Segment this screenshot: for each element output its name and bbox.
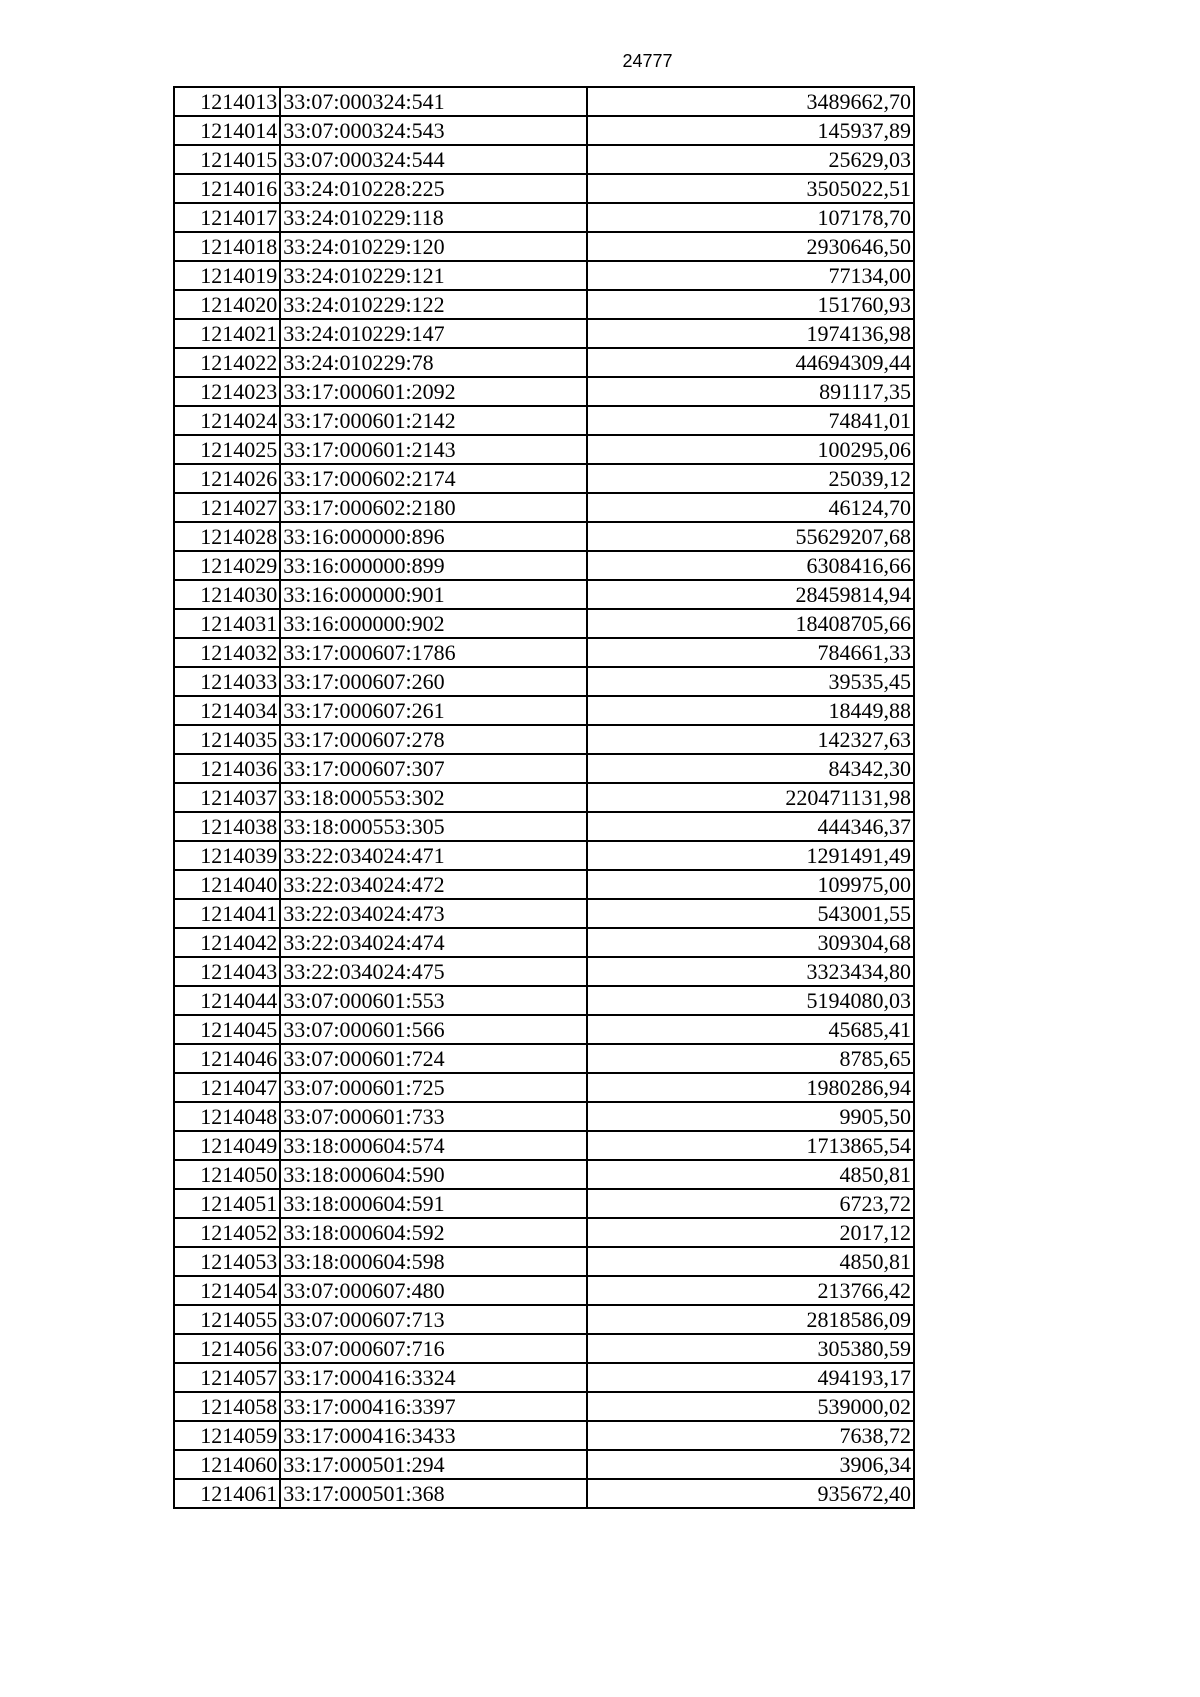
cadastral-value-cell: 2930646,50: [587, 232, 914, 261]
table-row: [174, 319, 914, 348]
cadastral-number-cell: 33:07:000601:566: [280, 1015, 587, 1044]
cadastral-value-cell: 18408705,66: [587, 609, 914, 638]
table-row: [174, 580, 914, 609]
row-id-cell: 1214023: [174, 377, 280, 406]
cadastral-value-cell: 494193,17: [587, 1363, 914, 1392]
cadastral-number-cell: 33:17:000607:307: [280, 754, 587, 783]
cadastral-value-cell: 39535,45: [587, 667, 914, 696]
table-row: [174, 1450, 914, 1479]
table-row: [174, 696, 914, 725]
cadastral-number-cell: 33:24:010229:121: [280, 261, 587, 290]
table-row: [174, 232, 914, 261]
cadastral-number-cell: 33:17:000607:1786: [280, 638, 587, 667]
row-id-cell: 1214030: [174, 580, 280, 609]
cadastral-value-cell: 935672,40: [587, 1479, 914, 1508]
cadastral-value-cell: 309304,68: [587, 928, 914, 957]
table-row: [174, 1276, 914, 1305]
cadastral-value-cell: 25039,12: [587, 464, 914, 493]
cadastral-value-cell: 74841,01: [587, 406, 914, 435]
cadastral-value-cell: 3489662,70: [587, 87, 914, 116]
cadastral-value-cell: 891117,35: [587, 377, 914, 406]
cadastral-value-cell: 46124,70: [587, 493, 914, 522]
table-row: [174, 928, 914, 957]
cadastral-number-cell: 33:16:000000:896: [280, 522, 587, 551]
cadastral-value-cell: 1291491,49: [587, 841, 914, 870]
row-id-cell: 1214027: [174, 493, 280, 522]
cadastral-number-cell: 33:17:000416:3324: [280, 1363, 587, 1392]
row-id-cell: 1214057: [174, 1363, 280, 1392]
row-id-cell: 1214052: [174, 1218, 280, 1247]
table-row: [174, 464, 914, 493]
cadastral-value-cell: 220471131,98: [587, 783, 914, 812]
cadastral-value-cell: 1713865,54: [587, 1131, 914, 1160]
cadastral-value-cell: 2017,12: [587, 1218, 914, 1247]
row-id-cell: 1214040: [174, 870, 280, 899]
cadastral-value-cell: 444346,37: [587, 812, 914, 841]
row-id-cell: 1214024: [174, 406, 280, 435]
cadastral-value-cell: 28459814,94: [587, 580, 914, 609]
row-id-cell: 1214026: [174, 464, 280, 493]
cadastral-value-cell: 145937,89: [587, 116, 914, 145]
row-id-cell: 1214020: [174, 290, 280, 319]
table-row: [174, 1479, 914, 1508]
cadastral-number-cell: 33:18:000604:590: [280, 1160, 587, 1189]
cadastral-value-cell: 6308416,66: [587, 551, 914, 580]
table-row: [174, 1421, 914, 1450]
table-row: [174, 870, 914, 899]
cadastral-number-cell: 33:18:000604:591: [280, 1189, 587, 1218]
cadastral-value-cell: 543001,55: [587, 899, 914, 928]
row-id-cell: 1214056: [174, 1334, 280, 1363]
table-row: [174, 174, 914, 203]
cadastral-value-cell: 3505022,51: [587, 174, 914, 203]
cadastral-value-cell: 8785,65: [587, 1044, 914, 1073]
row-id-cell: 1214034: [174, 696, 280, 725]
table-row: [174, 377, 914, 406]
table-row: [174, 1189, 914, 1218]
cadastral-number-cell: 33:17:000601:2092: [280, 377, 587, 406]
cadastral-number-cell: 33:16:000000:902: [280, 609, 587, 638]
cadastral-number-cell: 33:17:000601:2143: [280, 435, 587, 464]
table-row: [174, 203, 914, 232]
row-id-cell: 1214029: [174, 551, 280, 580]
cadastral-number-cell: 33:24:010229:78: [280, 348, 587, 377]
cadastral-number-cell: 33:17:000501:294: [280, 1450, 587, 1479]
cadastral-number-cell: 33:16:000000:901: [280, 580, 587, 609]
cadastral-number-cell: 33:07:000601:724: [280, 1044, 587, 1073]
cadastral-number-cell: 33:16:000000:899: [280, 551, 587, 580]
table-row: [174, 667, 914, 696]
table-row: [174, 754, 914, 783]
cadastral-number-cell: 33:17:000416:3433: [280, 1421, 587, 1450]
row-id-cell: 1214049: [174, 1131, 280, 1160]
table-row: [174, 261, 914, 290]
row-id-cell: 1214039: [174, 841, 280, 870]
cadastral-value-cell: 6723,72: [587, 1189, 914, 1218]
cadastral-value-cell: 84342,30: [587, 754, 914, 783]
row-id-cell: 1214014: [174, 116, 280, 145]
cadastral-number-cell: 33:17:000501:368: [280, 1479, 587, 1508]
cadastral-number-cell: 33:17:000416:3397: [280, 1392, 587, 1421]
cadastral-number-cell: 33:17:000607:261: [280, 696, 587, 725]
cadastral-value-cell: 18449,88: [587, 696, 914, 725]
table-row: [174, 551, 914, 580]
table-row: [174, 812, 914, 841]
cadastral-value-cell: 25629,03: [587, 145, 914, 174]
cadastral-value-cell: 3906,34: [587, 1450, 914, 1479]
cadastral-value-cell: 142327,63: [587, 725, 914, 754]
cadastral-value-cell: 7638,72: [587, 1421, 914, 1450]
row-id-cell: 1214021: [174, 319, 280, 348]
cadastral-number-cell: 33:07:000601:553: [280, 986, 587, 1015]
table-row: [174, 1073, 914, 1102]
cadastral-number-cell: 33:22:034024:472: [280, 870, 587, 899]
cadastral-value-table: [173, 86, 915, 1509]
row-id-cell: 1214035: [174, 725, 280, 754]
cadastral-number-cell: 33:07:000324:544: [280, 145, 587, 174]
row-id-cell: 1214015: [174, 145, 280, 174]
table-row: [174, 145, 914, 174]
cadastral-value-cell: 1974136,98: [587, 319, 914, 348]
cadastral-value-cell: 2818586,09: [587, 1305, 914, 1334]
cadastral-value-cell: 4850,81: [587, 1160, 914, 1189]
cadastral-value-cell: 305380,59: [587, 1334, 914, 1363]
row-id-cell: 1214061: [174, 1479, 280, 1508]
table-row: [174, 290, 914, 319]
row-id-cell: 1214047: [174, 1073, 280, 1102]
cadastral-value-cell: 44694309,44: [587, 348, 914, 377]
cadastral-number-cell: 33:17:000601:2142: [280, 406, 587, 435]
row-id-cell: 1214042: [174, 928, 280, 957]
cadastral-number-cell: 33:18:000604:598: [280, 1247, 587, 1276]
cadastral-number-cell: 33:18:000553:302: [280, 783, 587, 812]
row-id-cell: 1214054: [174, 1276, 280, 1305]
cadastral-number-cell: 33:07:000601:733: [280, 1102, 587, 1131]
row-id-cell: 1214059: [174, 1421, 280, 1450]
table-row: [174, 406, 914, 435]
cadastral-value-cell: 109975,00: [587, 870, 914, 899]
row-id-cell: 1214018: [174, 232, 280, 261]
cadastral-number-cell: 33:07:000601:725: [280, 1073, 587, 1102]
table-row: [174, 116, 914, 145]
table-row: [174, 1102, 914, 1131]
row-id-cell: 1214046: [174, 1044, 280, 1073]
cadastral-number-cell: 33:17:000602:2174: [280, 464, 587, 493]
row-id-cell: 1214022: [174, 348, 280, 377]
row-id-cell: 1214013: [174, 87, 280, 116]
table-row: [174, 986, 914, 1015]
table-row: [174, 1044, 914, 1073]
row-id-cell: 1214025: [174, 435, 280, 464]
row-id-cell: 1214051: [174, 1189, 280, 1218]
table-row: [174, 609, 914, 638]
cadastral-number-cell: 33:24:010228:225: [280, 174, 587, 203]
cadastral-number-cell: 33:22:034024:473: [280, 899, 587, 928]
cadastral-value-cell: 784661,33: [587, 638, 914, 667]
cadastral-value-cell: 3323434,80: [587, 957, 914, 986]
row-id-cell: 1214048: [174, 1102, 280, 1131]
cadastral-number-cell: 33:07:000607:716: [280, 1334, 587, 1363]
table-row: [174, 638, 914, 667]
table-row: [174, 1131, 914, 1160]
cadastral-number-cell: 33:07:000324:543: [280, 116, 587, 145]
cadastral-number-cell: 33:22:034024:474: [280, 928, 587, 957]
table-row: [174, 522, 914, 551]
row-id-cell: 1214031: [174, 609, 280, 638]
row-id-cell: 1214032: [174, 638, 280, 667]
table-row: [174, 783, 914, 812]
cadastral-value-cell: 77134,00: [587, 261, 914, 290]
table-row: [174, 841, 914, 870]
table-row: [174, 87, 914, 116]
row-id-cell: 1214055: [174, 1305, 280, 1334]
table-row: [174, 348, 914, 377]
cadastral-value-cell: 213766,42: [587, 1276, 914, 1305]
cadastral-number-cell: 33:22:034024:471: [280, 841, 587, 870]
table-row: [174, 1363, 914, 1392]
row-id-cell: 1214050: [174, 1160, 280, 1189]
cadastral-value-cell: 1980286,94: [587, 1073, 914, 1102]
cadastral-number-cell: 33:07:000607:713: [280, 1305, 587, 1334]
cadastral-number-cell: 33:17:000607:278: [280, 725, 587, 754]
row-id-cell: 1214041: [174, 899, 280, 928]
cadastral-number-cell: 33:17:000607:260: [280, 667, 587, 696]
cadastral-value-cell: 151760,93: [587, 290, 914, 319]
table-row: [174, 1334, 914, 1363]
table-row: [174, 493, 914, 522]
cadastral-value-cell: 107178,70: [587, 203, 914, 232]
row-id-cell: 1214019: [174, 261, 280, 290]
row-id-cell: 1214036: [174, 754, 280, 783]
table-row: [174, 1015, 914, 1044]
table-row: [174, 899, 914, 928]
row-id-cell: 1214028: [174, 522, 280, 551]
page-number: 24777: [622, 51, 673, 71]
cadastral-number-cell: 33:18:000604:592: [280, 1218, 587, 1247]
row-id-cell: 1214060: [174, 1450, 280, 1479]
table-row: [174, 1392, 914, 1421]
cadastral-value-cell: 45685,41: [587, 1015, 914, 1044]
table-row: [174, 1218, 914, 1247]
row-id-cell: 1214038: [174, 812, 280, 841]
cadastral-value-cell: 55629207,68: [587, 522, 914, 551]
row-id-cell: 1214058: [174, 1392, 280, 1421]
table-row: [174, 435, 914, 464]
row-id-cell: 1214045: [174, 1015, 280, 1044]
cadastral-number-cell: 33:24:010229:120: [280, 232, 587, 261]
row-id-cell: 1214053: [174, 1247, 280, 1276]
cadastral-value-cell: 5194080,03: [587, 986, 914, 1015]
row-id-cell: 1214043: [174, 957, 280, 986]
cadastral-value-cell: 100295,06: [587, 435, 914, 464]
table-row: [174, 1160, 914, 1189]
cadastral-value-cell: 4850,81: [587, 1247, 914, 1276]
table-body: [174, 87, 914, 1508]
row-id-cell: 1214033: [174, 667, 280, 696]
cadastral-number-cell: 33:07:000607:480: [280, 1276, 587, 1305]
cadastral-number-cell: 33:18:000604:574: [280, 1131, 587, 1160]
cadastral-number-cell: 33:24:010229:118: [280, 203, 587, 232]
table-row: [174, 1247, 914, 1276]
row-id-cell: 1214017: [174, 203, 280, 232]
cadastral-number-cell: 33:24:010229:122: [280, 290, 587, 319]
cadastral-number-cell: 33:07:000324:541: [280, 87, 587, 116]
table-row: [174, 1305, 914, 1334]
cadastral-number-cell: 33:22:034024:475: [280, 957, 587, 986]
row-id-cell: 1214037: [174, 783, 280, 812]
row-id-cell: 1214044: [174, 986, 280, 1015]
cadastral-number-cell: 33:17:000602:2180: [280, 493, 587, 522]
table-row: [174, 957, 914, 986]
row-id-cell: 1214016: [174, 174, 280, 203]
cadastral-value-cell: 9905,50: [587, 1102, 914, 1131]
cadastral-number-cell: 33:18:000553:305: [280, 812, 587, 841]
cadastral-number-cell: 33:24:010229:147: [280, 319, 587, 348]
cadastral-value-cell: 539000,02: [587, 1392, 914, 1421]
table-row: [174, 725, 914, 754]
